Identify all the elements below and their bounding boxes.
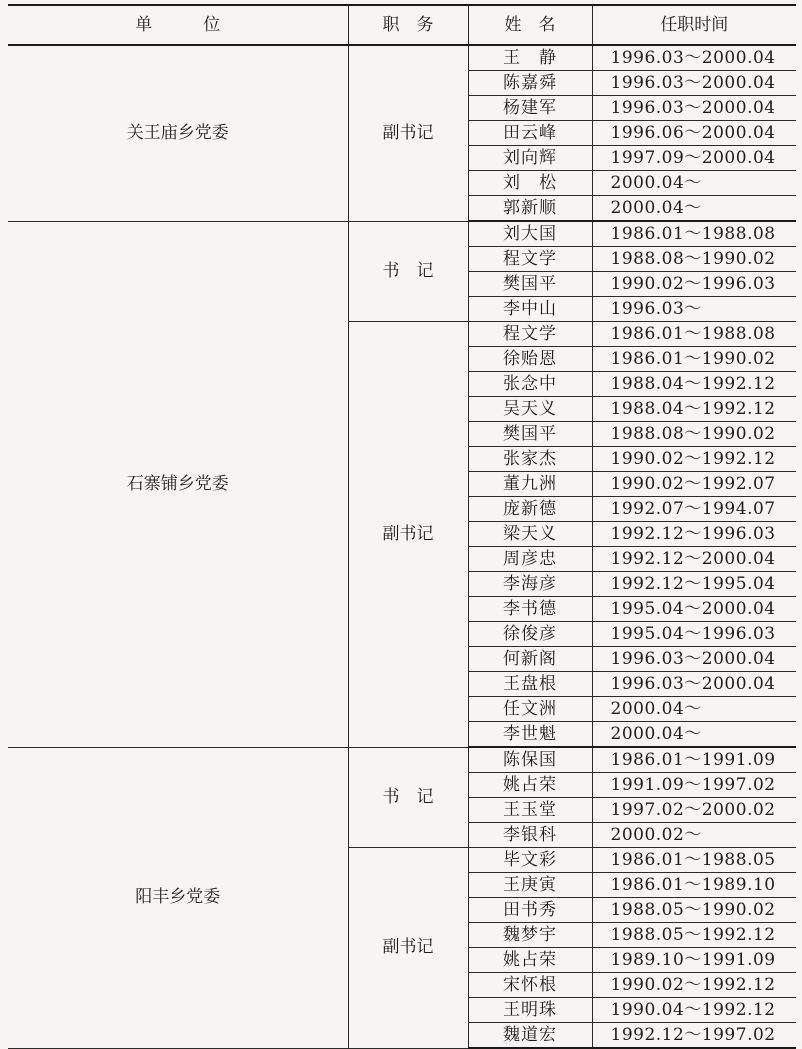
table-body (8, 45, 796, 1048)
term-cell: 1990.02～1996.03 (592, 272, 796, 297)
person-name-cell: 李书德 (468, 597, 592, 622)
person-name-cell: 王玉堂 (468, 798, 592, 823)
term-cell: 1989.10～1991.09 (592, 948, 796, 973)
person-name-cell: 毕文彩 (468, 848, 592, 873)
term-cell: 1988.04～1992.12 (592, 397, 796, 422)
person-name-cell: 刘大国 (468, 221, 592, 247)
term-cell: 1992.07～1994.07 (592, 497, 796, 522)
person-name-cell: 魏道宏 (468, 1023, 592, 1049)
person-name-cell: 田云峰 (468, 121, 592, 146)
role-title-cell: 副书记 (348, 848, 468, 1049)
term-cell: 1992.12～1997.02 (592, 1023, 796, 1049)
header-role: 职 务 (348, 5, 468, 45)
header-name: 姓 名 (468, 5, 592, 45)
term-cell: 1986.01～1988.08 (592, 322, 796, 347)
person-name-cell: 董九洲 (468, 472, 592, 497)
term-cell: 2000.04～ (592, 722, 796, 748)
person-name-cell: 樊国平 (468, 272, 592, 297)
term-cell: 1990.04～1992.12 (592, 998, 796, 1023)
term-cell: 2000.04～ (592, 171, 796, 196)
role-title-cell: 书 记 (348, 221, 468, 322)
term-cell: 1992.12～1996.03 (592, 522, 796, 547)
term-cell: 1996.03～ (592, 297, 796, 322)
term-cell: 1990.02～1992.07 (592, 472, 796, 497)
person-name-cell: 王明珠 (468, 998, 592, 1023)
person-name-cell: 魏梦宇 (468, 923, 592, 948)
term-cell: 1988.08～1990.02 (592, 422, 796, 447)
term-cell: 1990.02～1992.12 (592, 447, 796, 472)
person-name-cell: 陈保国 (468, 747, 592, 773)
header-unit: 单 位 (8, 5, 348, 45)
person-name-cell: 徐贻恩 (468, 347, 592, 372)
term-cell: 1996.03～2000.04 (592, 672, 796, 697)
unit-name-cell: 关王庙乡党委 (8, 45, 348, 221)
table-row (8, 45, 796, 71)
term-cell: 1988.04～1992.12 (592, 372, 796, 397)
role-title-cell: 副书记 (348, 322, 468, 748)
person-name-cell: 李海彦 (468, 572, 592, 597)
person-name-cell: 田书秀 (468, 898, 592, 923)
term-cell: 1986.01～1990.02 (592, 347, 796, 372)
table-header (8, 5, 796, 45)
term-cell: 1988.05～1990.02 (592, 898, 796, 923)
term-cell: 1996.03～2000.04 (592, 45, 796, 71)
table-row (8, 747, 796, 773)
table-row (8, 221, 796, 247)
person-name-cell: 程文学 (468, 322, 592, 347)
term-cell: 1991.09～1997.02 (592, 773, 796, 798)
term-cell: 2000.04～ (592, 196, 796, 222)
person-name-cell: 庞新德 (468, 497, 592, 522)
person-name-cell: 程文学 (468, 247, 592, 272)
person-name-cell: 任文洲 (468, 697, 592, 722)
unit-name-cell: 阳丰乡党委 (8, 747, 348, 1048)
term-cell: 1995.04～1996.03 (592, 622, 796, 647)
person-name-cell: 李中山 (468, 297, 592, 322)
person-name-cell: 陈嘉舜 (468, 71, 592, 96)
unit-name-cell: 石寨铺乡党委 (8, 221, 348, 747)
term-cell: 1996.03～2000.04 (592, 647, 796, 672)
person-name-cell: 王盘根 (468, 672, 592, 697)
term-cell: 1986.01～1988.05 (592, 848, 796, 873)
term-cell: 1996.06～2000.04 (592, 121, 796, 146)
person-name-cell: 郭新顺 (468, 196, 592, 222)
person-name-cell: 杨建军 (468, 96, 592, 121)
person-name-cell: 姚占荣 (468, 948, 592, 973)
person-name-cell: 徐俊彦 (468, 622, 592, 647)
term-cell: 1997.09～2000.04 (592, 146, 796, 171)
person-name-cell: 刘 松 (468, 171, 592, 196)
term-cell: 1992.12～1995.04 (592, 572, 796, 597)
role-title-cell: 书 记 (348, 747, 468, 848)
term-cell: 2000.04～ (592, 697, 796, 722)
person-name-cell: 梁天义 (468, 522, 592, 547)
term-cell: 1997.02～2000.02 (592, 798, 796, 823)
person-name-cell: 姚占荣 (468, 773, 592, 798)
person-name-cell: 宋怀根 (468, 973, 592, 998)
term-cell: 1996.03～2000.04 (592, 96, 796, 121)
term-cell: 1996.03～2000.04 (592, 71, 796, 96)
person-name-cell: 李银科 (468, 823, 592, 848)
term-cell: 1986.01～1988.08 (592, 221, 796, 247)
role-title-cell: 副书记 (348, 45, 468, 221)
person-name-cell: 周彦忠 (468, 547, 592, 572)
header-row (8, 5, 796, 45)
person-name-cell: 王 静 (468, 45, 592, 71)
header-term: 任职时间 (592, 5, 796, 45)
term-cell: 1990.02～1992.12 (592, 973, 796, 998)
person-name-cell: 刘向辉 (468, 146, 592, 171)
term-cell: 1992.12～2000.04 (592, 547, 796, 572)
person-name-cell: 张家杰 (468, 447, 592, 472)
person-name-cell: 李世魁 (468, 722, 592, 748)
person-name-cell: 何新阁 (468, 647, 592, 672)
person-name-cell: 张念中 (468, 372, 592, 397)
appointments-table (8, 4, 796, 1049)
person-name-cell: 王庚寅 (468, 873, 592, 898)
term-cell: 2000.02～ (592, 823, 796, 848)
person-name-cell: 樊国平 (468, 422, 592, 447)
term-cell: 1986.01～1989.10 (592, 873, 796, 898)
term-cell: 1988.08～1990.02 (592, 247, 796, 272)
term-cell: 1988.05～1992.12 (592, 923, 796, 948)
term-cell: 1986.01～1991.09 (592, 747, 796, 773)
person-name-cell: 吴天义 (468, 397, 592, 422)
term-cell: 1995.04～2000.04 (592, 597, 796, 622)
